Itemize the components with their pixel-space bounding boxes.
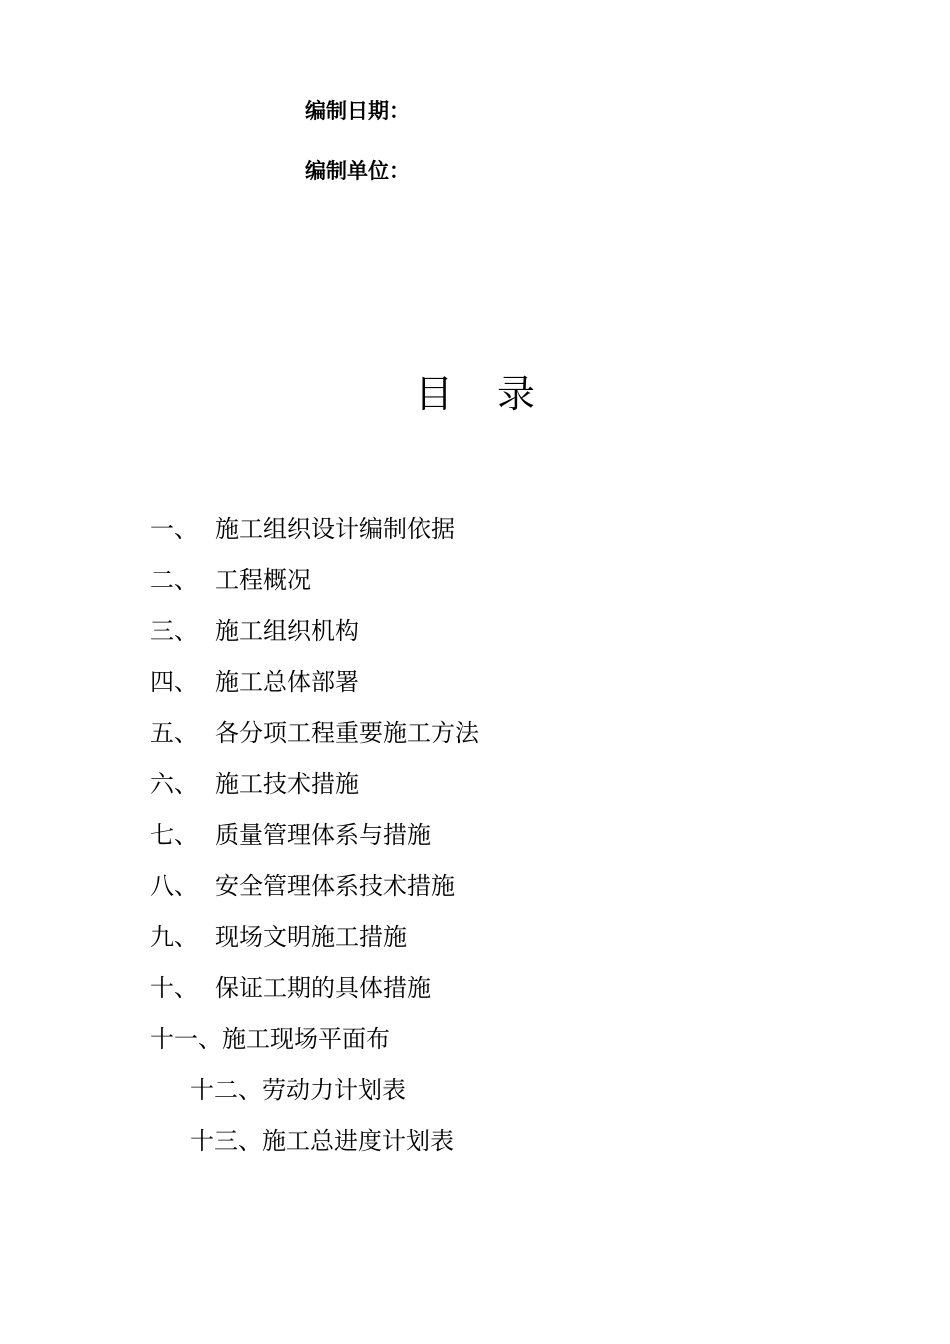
toc-item [150, 554, 750, 605]
toc-item-label: 施工组织设计编制依据 [215, 514, 455, 543]
toc-item-number: 五、 [150, 718, 198, 747]
toc-item-label: 保证工期的具体措施 [215, 973, 431, 1002]
toc-item [150, 1115, 750, 1166]
toc-item-label: 劳动力计划表 [262, 1075, 406, 1104]
compile-date-label: 编制日期： [305, 99, 410, 123]
toc-item-number: 七、 [150, 820, 198, 849]
toc-item [150, 1013, 750, 1064]
toc-item-number: 六、 [150, 769, 198, 798]
toc-item-label: 各分项工程重要施工方法 [215, 718, 479, 747]
toc-item-number: 十三、 [190, 1126, 262, 1155]
toc-item-label: 施工技术措施 [215, 769, 359, 798]
toc-item-label: 现场文明施工措施 [215, 922, 407, 951]
toc-item [150, 1064, 750, 1115]
toc-item-number: 八、 [150, 871, 198, 900]
toc-item [150, 860, 750, 911]
toc-item [150, 809, 750, 860]
toc-item-number: 二、 [150, 565, 198, 594]
toc-item-label: 施工现场平面布 [222, 1024, 390, 1053]
toc-item [150, 758, 750, 809]
toc-item-number: 三、 [150, 616, 198, 645]
toc-item-label: 工程概况 [215, 565, 311, 594]
toc-item-number: 十二、 [190, 1075, 262, 1104]
toc-item-number: 四、 [150, 667, 198, 696]
toc-title [0, 370, 950, 418]
toc-item-label: 质量管理体系与措施 [215, 820, 431, 849]
toc-item-number: 一、 [150, 514, 198, 543]
toc-list [150, 503, 750, 1166]
toc-item [150, 962, 750, 1013]
toc-item-label: 施工总体部署 [215, 667, 359, 696]
toc-item-label: 安全管理体系技术措施 [215, 871, 455, 900]
toc-item [150, 911, 750, 962]
toc-item [150, 707, 750, 758]
toc-title-char-2: 录 [497, 372, 536, 416]
toc-item-number: 十、 [150, 973, 198, 1002]
toc-item [150, 605, 750, 656]
compile-unit-label: 编制单位： [305, 159, 410, 183]
toc-title-char-1: 目 [414, 372, 453, 416]
toc-item-label: 施工组织机构 [215, 616, 359, 645]
toc-item [150, 503, 750, 554]
toc-item-number: 十一、 [150, 1024, 222, 1053]
toc-item-label: 施工总进度计划表 [262, 1126, 454, 1155]
toc-item [150, 656, 750, 707]
toc-item-number: 九、 [150, 922, 198, 951]
